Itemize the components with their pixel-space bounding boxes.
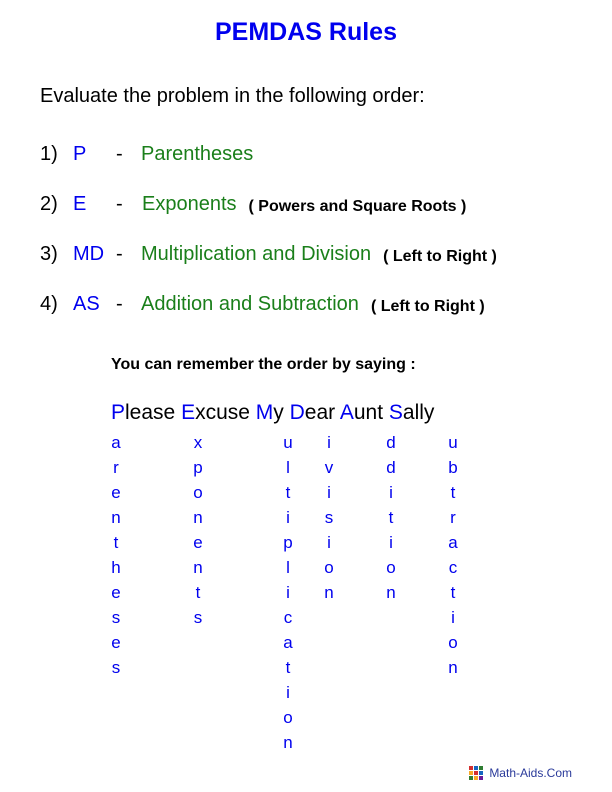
rule-dash: - <box>116 193 123 215</box>
column-letter: n <box>386 583 396 602</box>
mnemonic-initial: A <box>339 401 354 424</box>
column-letter: d <box>386 458 396 477</box>
column-letter: p <box>193 458 203 477</box>
column-letter: i <box>327 483 331 502</box>
column-letter: n <box>193 558 203 577</box>
logo-square <box>469 766 473 770</box>
rule-word: Parentheses <box>141 143 254 165</box>
logo-square <box>479 771 483 775</box>
mnemonic-rest: lease <box>125 401 176 424</box>
letter-column <box>281 430 295 755</box>
footer-text: Math-Aids.Com <box>489 766 572 780</box>
column-letter: s <box>111 658 121 677</box>
column-letter: n <box>111 508 121 527</box>
math-aids-logo-icon <box>469 766 483 780</box>
column-letter: e <box>111 583 121 602</box>
column-letter: i <box>327 433 331 452</box>
column-letter: n <box>283 733 293 752</box>
column-letter: c <box>448 558 458 577</box>
rule-letters: E <box>73 193 87 215</box>
mnemonic-phrase <box>111 401 434 425</box>
rule-dash: - <box>116 243 123 265</box>
remember-text: You can remember the order by saying : <box>111 356 416 373</box>
rule-letters: MD <box>73 243 105 265</box>
letter-column <box>109 430 123 680</box>
column-letter: o <box>324 558 334 577</box>
column-letter: o <box>448 633 458 652</box>
rule-letters: P <box>73 143 87 165</box>
column-letter: i <box>286 583 290 602</box>
column-letter: h <box>111 558 121 577</box>
column-letter: e <box>193 533 203 552</box>
column-letter: a <box>283 633 293 652</box>
logo-square <box>479 766 483 770</box>
rule-note: ( Left to Right ) <box>383 248 497 265</box>
column-letter: o <box>283 708 293 727</box>
mnemonic-rest: y <box>273 401 284 424</box>
logo-square <box>474 776 478 780</box>
column-letter: v <box>324 458 334 477</box>
rule-row <box>40 243 580 269</box>
column-letter: t <box>285 658 291 677</box>
column-letter: c <box>283 608 293 627</box>
mnemonic-initial: P <box>111 401 126 424</box>
mnemonic-rest: ally <box>402 401 435 424</box>
column-letter: t <box>113 533 119 552</box>
column-letter: t <box>450 483 456 502</box>
rule-letters: AS <box>73 293 100 315</box>
column-letter: n <box>193 508 203 527</box>
letter-column <box>322 430 336 605</box>
column-letter: b <box>448 458 458 477</box>
column-letter: t <box>195 583 201 602</box>
column-letter: s <box>111 608 121 627</box>
rule-note: ( Powers and Square Roots ) <box>248 198 467 215</box>
column-letter: i <box>327 533 331 552</box>
column-letter: e <box>111 483 121 502</box>
column-letter: p <box>283 533 293 552</box>
column-letter: n <box>324 583 334 602</box>
mnemonic-initial: S <box>388 401 403 424</box>
column-letter: u <box>448 433 458 452</box>
rule-word: Exponents <box>142 193 237 215</box>
column-letter: o <box>386 558 396 577</box>
column-letter: i <box>451 608 455 627</box>
column-letter: i <box>389 483 393 502</box>
mnemonic-initial: E <box>181 401 196 424</box>
column-letter: t <box>388 508 394 527</box>
rule-row <box>40 193 580 219</box>
letter-column <box>446 430 460 680</box>
rule-dash: - <box>116 143 123 165</box>
intro-text: Evaluate the problem in the following order: <box>40 85 425 107</box>
column-letter: d <box>386 433 396 452</box>
column-letter: l <box>286 558 290 577</box>
column-letter: n <box>448 658 458 677</box>
column-letter: i <box>286 683 290 702</box>
column-letter: u <box>283 433 293 452</box>
logo-square <box>479 776 483 780</box>
column-letter: s <box>324 508 334 527</box>
rule-number: 2) <box>40 193 58 215</box>
column-letter: x <box>193 433 203 452</box>
rule-number: 3) <box>40 243 58 265</box>
column-letter: i <box>286 508 290 527</box>
column-letter: a <box>111 433 121 452</box>
column-letter: e <box>111 633 121 652</box>
column-letter: s <box>193 608 203 627</box>
mnemonic-initial: M <box>255 401 274 424</box>
rule-row <box>40 293 580 319</box>
letter-column <box>384 430 398 605</box>
letter-column <box>191 430 205 630</box>
logo-square <box>469 771 473 775</box>
rule-word: Addition and Subtraction <box>141 293 359 315</box>
rule-dash: - <box>116 293 123 315</box>
rule-row <box>40 143 580 169</box>
column-letter: r <box>450 508 456 527</box>
rule-word: Multiplication and Division <box>141 243 372 265</box>
column-letter: l <box>286 458 290 477</box>
mnemonic-rest: unt <box>353 401 384 424</box>
rule-note: ( Left to Right ) <box>370 298 485 315</box>
logo-square <box>469 776 473 780</box>
column-letter: t <box>450 583 456 602</box>
column-letter: t <box>285 483 291 502</box>
logo-square <box>474 766 478 770</box>
mnemonic-initial: D <box>289 401 305 424</box>
page-title: PEMDAS Rules <box>215 18 397 46</box>
rule-number: 1) <box>40 143 58 165</box>
column-letter: a <box>448 533 458 552</box>
rule-number: 4) <box>40 293 58 315</box>
mnemonic-rest: xcuse <box>195 401 250 424</box>
column-letter: r <box>113 458 119 477</box>
mnemonic-rest: ear <box>304 401 336 424</box>
footer-brand <box>469 766 572 780</box>
column-letter: i <box>389 533 393 552</box>
column-letter: o <box>193 483 203 502</box>
logo-square <box>474 771 478 775</box>
